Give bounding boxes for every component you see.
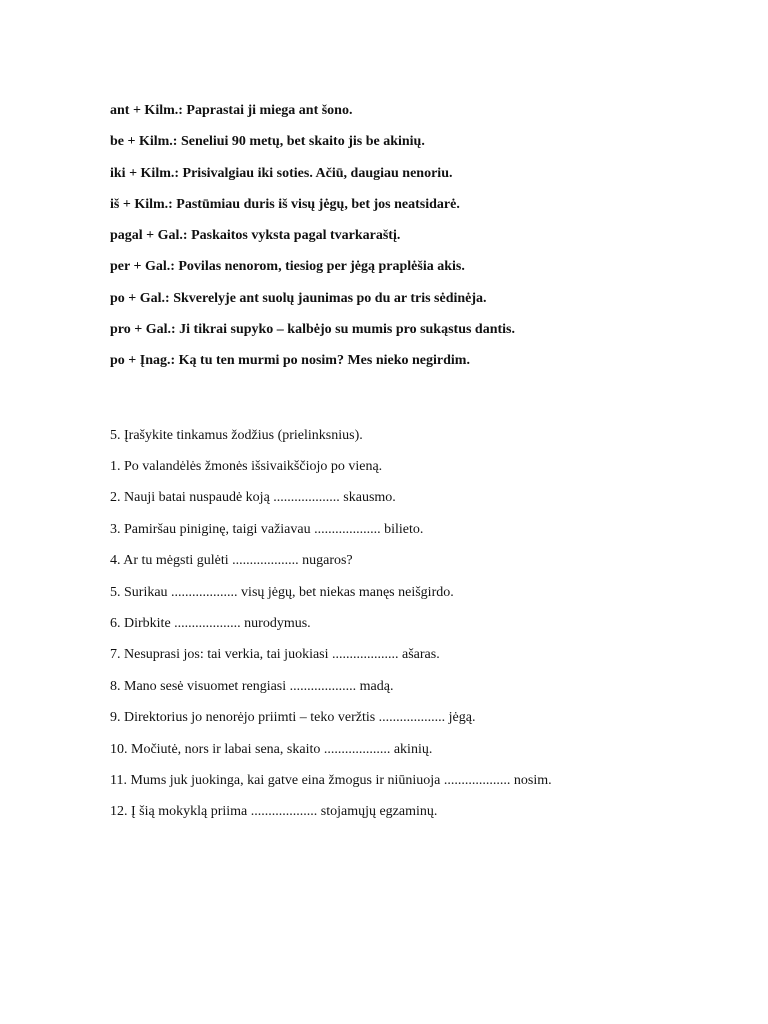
exercise-item: 8. Mano sesė visuomet rengiasi ................... madą. [110, 678, 394, 694]
example-line: pagal + Gal.: Paskaitos vyksta pagal tvarkaraštį. [110, 228, 401, 244]
exercise-item: 10. Močiutė, nors ir labai sena, skaito ................... akinių. [110, 741, 433, 757]
document-page [110, 101, 710, 834]
example-line: po + Įnag.: Ką tu ten murmi po nosim? Mes nieko negirdim. [110, 353, 470, 369]
exercise-item: 5. Surikau ................... visų jėgų, bet niekas manęs neišgirdo. [110, 584, 454, 600]
exercise-item: 1. Po valandėlės žmonės išsivaikščiojo po vieną. [110, 459, 383, 475]
exercise-title: 5. Įrašykite tinkamus žodžius (prielinksnius). [110, 427, 363, 443]
exercise-item: 7. Nesuprasi jos: tai verkia, tai juokiasi ................... ašaras. [110, 647, 440, 663]
exercise-item: 11. Mums juk juokinga, kai gatve eina žmogus ir niūniuoja ................... nosim. [110, 772, 552, 788]
example-line: iš + Kilm.: Pastūmiau duris iš visų jėgų, bet jos neatsidarė. [110, 196, 460, 212]
exercise-item: 9. Direktorius jo nenorėjo priimti – teko veržtis ................... jėgą. [110, 710, 476, 726]
exercise-item: 2. Nauji batai nuspaudė koją ................... skausmo. [110, 490, 396, 506]
preposition-examples [110, 101, 710, 383]
example-line: be + Kilm.: Seneliui 90 metų, bet skaito jis be akinių. [110, 134, 425, 150]
exercise-item: 6. Dirbkite ................... nurodymus. [110, 616, 311, 632]
exercise-item: 4. Ar tu mėgsti gulėti ................... nugaros? [110, 553, 353, 569]
example-line: pro + Gal.: Ji tikrai supyko – kalbėjo su mumis pro sukąstus dantis. [110, 322, 516, 338]
example-line: po + Gal.: Skverelyje ant suolų jaunimas po du ar tris sėdinėja. [110, 290, 487, 306]
exercise-item: 3. Pamiršau piniginę, taigi važiavau ................... bilieto. [110, 521, 424, 537]
example-line: iki + Kilm.: Prisivalgiau iki soties. Ačiū, daugiau nenoriu. [110, 165, 453, 181]
exercise-item: 12. Į šią mokyklą priima ................... stojamųjų egzaminų. [110, 804, 438, 820]
example-line: ant + Kilm.: Paprastai ji miega ant šono. [110, 103, 353, 118]
example-line: per + Gal.: Povilas nenorom, tiesiog per jėgą praplėšia akis. [110, 259, 465, 275]
exercise-section [110, 426, 710, 834]
